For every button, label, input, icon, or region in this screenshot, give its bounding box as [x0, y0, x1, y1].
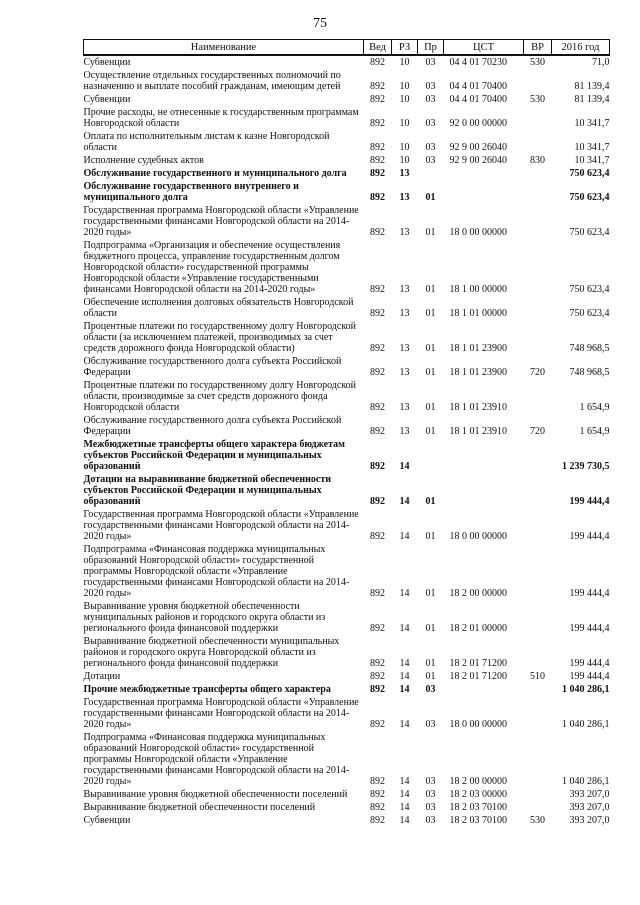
row-ved: 892	[370, 719, 385, 730]
row-cst	[444, 180, 524, 204]
row-name: Прочие расходы, не отнесенные к государственным программам Новгородской области	[83, 107, 359, 129]
row-cst: 04 4 01 70400	[449, 94, 507, 105]
row-amount: 199 444,4	[569, 588, 610, 599]
row-name: Прочие межбюджетные трансферты общего характера	[83, 684, 331, 695]
row-vr	[524, 508, 552, 543]
row-name: Государственная программа Новгородской области «Управление государственными финансами Новгородской области на 2014-2020 годы»	[83, 509, 359, 542]
row-pr: 03	[425, 789, 436, 800]
row-rz: 13	[399, 402, 410, 413]
header-pr: Пр	[418, 40, 444, 56]
row-ved: 892	[370, 684, 385, 695]
row-rz: 10	[399, 81, 410, 92]
row-pr: 01	[425, 308, 436, 319]
row-name: Подпрограмма «Финансовая поддержка муниципальных образований Новгородской области» государственной программы Новгородской области «Управление государственными финансами Новгородской области на 2014-2020 годы»	[83, 732, 350, 787]
row-rz: 10	[399, 155, 410, 166]
header-name: Наименование	[84, 40, 364, 56]
row-cst: 18 1 01 00000	[449, 308, 507, 319]
row-amount: 10 341,7	[574, 142, 610, 153]
row-pr: 01	[425, 623, 436, 634]
row-pr: 03	[425, 142, 436, 153]
row-amount: 750 623,4	[569, 168, 610, 179]
row-name: Выравнивание бюджетной обеспеченности поселений	[83, 802, 316, 813]
row-amount: 81 139,4	[574, 81, 610, 92]
table-row	[84, 438, 610, 473]
row-pr: 03	[425, 719, 436, 730]
row-ved: 892	[370, 81, 385, 92]
row-pr: 01	[425, 671, 436, 682]
row-rz: 14	[399, 789, 410, 800]
table-row	[84, 670, 610, 683]
row-pr: 01	[425, 343, 436, 354]
row-name: Подпрограмма «Организация и обеспечение осуществления бюджетного процесса, управление государственным долгом Новгородской области» государственной программы Новгородской области «Управление государственными финансами Новгородской области на 2014-2020 годы»	[83, 240, 341, 295]
row-cst: 92 9 00 26040	[449, 155, 507, 166]
row-cst: 18 2 03 70100	[449, 802, 507, 813]
row-cst: 18 2 01 71200	[449, 658, 507, 669]
row-name: Обеспечение исполнения долговых обязательств Новгородской области	[83, 297, 354, 319]
row-pr: 01	[425, 588, 436, 599]
row-pr: 03	[425, 684, 436, 695]
budget-table	[83, 39, 610, 827]
table-row	[84, 106, 610, 130]
header-vr: ВР	[524, 40, 552, 56]
row-name: Межбюджетные трансферты общего характера бюджетам субъектов Российской Федерации и муниципальных образований	[83, 439, 345, 472]
table-row	[84, 55, 610, 69]
table-row	[84, 543, 610, 600]
row-rz: 10	[399, 94, 410, 105]
row-amount: 750 623,4	[569, 192, 610, 203]
row-rz: 14	[399, 776, 410, 787]
row-vr	[524, 130, 552, 154]
row-cst: 18 1 00 00000	[449, 284, 507, 295]
header-ved: Вед	[364, 40, 392, 56]
row-rz: 13	[399, 367, 410, 378]
row-name: Выравнивание уровня бюджетной обеспеченности муниципальных районов и городского округа области из регионального фонда финансовой поддержки	[83, 601, 326, 634]
table-row	[84, 473, 610, 508]
row-amount: 10 341,7	[574, 118, 610, 129]
row-name: Обслуживание государственного внутреннего и муниципального долга	[83, 181, 299, 203]
row-ved: 892	[370, 142, 385, 153]
row-pr: 01	[425, 496, 436, 507]
row-ved: 892	[370, 531, 385, 542]
row-cst: 18 1 01 23910	[449, 402, 507, 413]
row-amount: 1 654,9	[579, 426, 610, 437]
page-number: 75	[313, 16, 327, 31]
row-vr: 720	[530, 367, 545, 378]
row-name: Обслуживание государственного долга субъекта Российской Федерации	[83, 356, 342, 378]
row-ved: 892	[370, 426, 385, 437]
row-rz: 14	[399, 623, 410, 634]
row-name: Дотации на выравнивание бюджетной обеспеченности субъектов Российской Федерации и муниципальных образований	[83, 474, 332, 507]
row-rz: 13	[399, 227, 410, 238]
row-rz: 10	[399, 142, 410, 153]
row-pr: 01	[425, 658, 436, 669]
row-vr	[524, 239, 552, 296]
row-name: Осуществление отдельных государственных полномочий по назначению и выплате пособий гражданам, имеющим детей	[83, 70, 341, 92]
row-rz: 13	[399, 426, 410, 437]
row-amount: 393 207,0	[569, 815, 610, 826]
row-name: Государственная программа Новгородской области «Управление государственными финансами Новгородской области на 2014-2020 годы»	[83, 205, 359, 238]
row-rz: 14	[399, 588, 410, 599]
row-pr: 01	[425, 426, 436, 437]
row-vr	[524, 696, 552, 731]
row-name: Выравнивание уровня бюджетной обеспеченности поселений	[83, 789, 348, 800]
row-pr: 01	[425, 531, 436, 542]
row-ved: 892	[370, 227, 385, 238]
row-vr	[524, 731, 552, 788]
row-name: Обслуживание государственного и муниципального долга	[83, 168, 347, 179]
row-rz: 14	[399, 531, 410, 542]
row-pr: 03	[425, 81, 436, 92]
row-vr	[524, 473, 552, 508]
row-cst: 18 1 01 23910	[449, 426, 507, 437]
row-cst: 92 9 00 26040	[449, 142, 507, 153]
row-ved: 892	[370, 461, 385, 472]
row-ved: 892	[370, 802, 385, 813]
row-cst: 18 1 01 23900	[449, 343, 507, 354]
row-amount: 750 623,4	[569, 284, 610, 295]
row-rz: 14	[399, 461, 410, 472]
row-amount: 393 207,0	[569, 789, 610, 800]
row-rz: 14	[399, 684, 410, 695]
row-amount: 1 654,9	[579, 402, 610, 413]
row-rz: 10	[399, 118, 410, 129]
table-row	[84, 239, 610, 296]
row-ved: 892	[370, 308, 385, 319]
row-pr	[418, 167, 444, 180]
table-row	[84, 414, 610, 438]
row-vr	[524, 683, 552, 696]
row-ved: 892	[370, 57, 385, 68]
row-rz: 14	[399, 719, 410, 730]
row-pr: 03	[425, 155, 436, 166]
row-vr	[524, 167, 552, 180]
table-row	[84, 320, 610, 355]
row-vr: 720	[530, 426, 545, 437]
table-row	[84, 204, 610, 239]
row-cst: 18 2 01 71200	[449, 671, 507, 682]
row-pr: 01	[425, 367, 436, 378]
row-amount: 199 444,4	[569, 623, 610, 634]
row-cst: 04 4 01 70400	[449, 81, 507, 92]
row-ved: 892	[370, 118, 385, 129]
row-vr	[524, 543, 552, 600]
row-vr	[524, 69, 552, 93]
row-name: Подпрограмма «Финансовая поддержка муниципальных образований Новгородской области» государственной программы Новгородской области «Управление государственными финансами Новгородской области на 2014-2020 годы»	[83, 544, 350, 599]
row-ved: 892	[370, 815, 385, 826]
row-amount: 1 040 286,1	[562, 719, 610, 730]
table-row	[84, 788, 610, 801]
row-amount: 71,0	[592, 57, 610, 68]
table-row	[84, 600, 610, 635]
row-amount: 199 444,4	[569, 531, 610, 542]
row-cst: 18 0 00 00000	[449, 531, 507, 542]
row-cst: 18 1 01 23900	[449, 367, 507, 378]
row-pr: 01	[425, 402, 436, 413]
row-vr: 510	[530, 671, 545, 682]
row-amount: 199 444,4	[569, 496, 610, 507]
table-row	[84, 508, 610, 543]
row-name: Оплата по исполнительным листам к казне Новгородской области	[83, 131, 330, 153]
table-row	[84, 635, 610, 670]
table-row	[84, 379, 610, 414]
table-row	[84, 801, 610, 814]
row-vr	[524, 204, 552, 239]
row-amount: 748 968,5	[569, 343, 610, 354]
row-name: Исполнение судебных актов	[83, 155, 204, 166]
row-cst	[444, 438, 524, 473]
row-vr	[524, 180, 552, 204]
row-pr: 03	[425, 815, 436, 826]
row-amount: 750 623,4	[569, 308, 610, 319]
row-rz: 14	[399, 802, 410, 813]
row-vr	[524, 635, 552, 670]
row-rz: 13	[399, 284, 410, 295]
row-rz: 14	[399, 658, 410, 669]
table-row	[84, 814, 610, 827]
table-row	[84, 69, 610, 93]
row-ved: 892	[370, 671, 385, 682]
row-name: Обслуживание государственного долга субъекта Российской Федерации	[83, 415, 342, 437]
table-row	[84, 180, 610, 204]
row-amount: 1 239 730,5	[562, 461, 610, 472]
table-body	[84, 55, 610, 827]
row-vr	[524, 801, 552, 814]
row-ved: 892	[370, 155, 385, 166]
row-amount: 1 040 286,1	[562, 776, 610, 787]
row-ved: 892	[370, 623, 385, 634]
table-row	[84, 683, 610, 696]
row-pr: 03	[425, 776, 436, 787]
row-cst: 18 2 00 00000	[449, 588, 507, 599]
header-year: 2016 год	[552, 40, 610, 56]
row-name: Выравнивание бюджетной обеспеченности муниципальных районов и городского округа Новгородской области из регионального фонда финансовой поддержки	[83, 636, 340, 669]
row-ved: 892	[370, 588, 385, 599]
row-cst: 18 2 01 00000	[449, 623, 507, 634]
table-row	[84, 355, 610, 379]
row-name: Субвенции	[83, 815, 131, 826]
row-vr: 530	[530, 815, 545, 826]
row-rz: 14	[399, 496, 410, 507]
table-row	[84, 130, 610, 154]
row-rz: 13	[399, 308, 410, 319]
header-rz: РЗ	[392, 40, 418, 56]
row-ved: 892	[370, 168, 385, 179]
table-row	[84, 296, 610, 320]
row-cst: 18 0 00 00000	[449, 227, 507, 238]
row-name: Субвенции	[83, 94, 131, 105]
row-ved: 892	[370, 343, 385, 354]
row-vr: 530	[530, 57, 545, 68]
row-cst	[444, 167, 524, 180]
table-row	[84, 167, 610, 180]
row-rz: 13	[399, 192, 410, 203]
row-rz: 14	[399, 671, 410, 682]
row-amount: 1 040 286,1	[562, 684, 610, 695]
row-rz: 10	[399, 57, 410, 68]
row-pr: 03	[425, 57, 436, 68]
row-pr: 03	[425, 118, 436, 129]
row-vr	[524, 379, 552, 414]
table-header-row	[84, 40, 610, 56]
row-amount: 199 444,4	[569, 671, 610, 682]
row-amount: 393 207,0	[569, 802, 610, 813]
row-cst: 18 2 03 70100	[449, 815, 507, 826]
row-pr: 01	[425, 192, 436, 203]
row-ved: 892	[370, 192, 385, 203]
row-ved: 892	[370, 402, 385, 413]
row-pr	[418, 438, 444, 473]
row-name: Государственная программа Новгородской области «Управление государственными финансами Новгородской области на 2014-2020 годы»	[83, 697, 359, 730]
row-vr: 830	[530, 155, 545, 166]
row-cst: 18 0 00 00000	[449, 719, 507, 730]
row-amount: 199 444,4	[569, 658, 610, 669]
row-ved: 892	[370, 367, 385, 378]
row-rz: 13	[399, 343, 410, 354]
row-vr	[524, 788, 552, 801]
row-vr	[524, 320, 552, 355]
row-rz: 13	[399, 168, 410, 179]
row-name: Процентные платежи по государственному долгу Новгородской области (за исключением платежей, производимых за счет средств дорожного фонда Новгородской области)	[83, 321, 357, 354]
row-pr: 01	[425, 227, 436, 238]
row-cst: 18 2 03 00000	[449, 789, 507, 800]
row-cst: 18 2 00 00000	[449, 776, 507, 787]
row-ved: 892	[370, 789, 385, 800]
table-row	[84, 731, 610, 788]
row-name: Процентные платежи по государственному долгу Новгородской области, производимые за счет средств дорожного фонда Новгородской области	[83, 380, 357, 413]
row-cst	[444, 473, 524, 508]
row-vr	[524, 438, 552, 473]
row-ved: 892	[370, 658, 385, 669]
row-ved: 892	[370, 94, 385, 105]
table-row	[84, 93, 610, 106]
row-cst: 04 4 01 70230	[449, 57, 507, 68]
row-vr	[524, 296, 552, 320]
row-pr: 03	[425, 802, 436, 813]
row-rz: 14	[399, 815, 410, 826]
row-amount: 81 139,4	[574, 94, 610, 105]
header-cst: ЦСТ	[444, 40, 524, 56]
row-ved: 892	[370, 284, 385, 295]
table-row	[84, 696, 610, 731]
row-pr: 03	[425, 94, 436, 105]
row-vr	[524, 106, 552, 130]
row-cst: 92 0 00 00000	[449, 118, 507, 129]
row-name: Дотации	[83, 671, 121, 682]
row-ved: 892	[370, 496, 385, 507]
row-amount: 748 968,5	[569, 367, 610, 378]
row-amount: 10 341,7	[574, 155, 610, 166]
row-name: Субвенции	[83, 57, 131, 68]
row-amount: 750 623,4	[569, 227, 610, 238]
row-vr: 530	[530, 94, 545, 105]
row-vr	[524, 600, 552, 635]
row-cst	[444, 683, 524, 696]
table-row	[84, 154, 610, 167]
row-ved: 892	[370, 776, 385, 787]
row-pr: 01	[425, 284, 436, 295]
